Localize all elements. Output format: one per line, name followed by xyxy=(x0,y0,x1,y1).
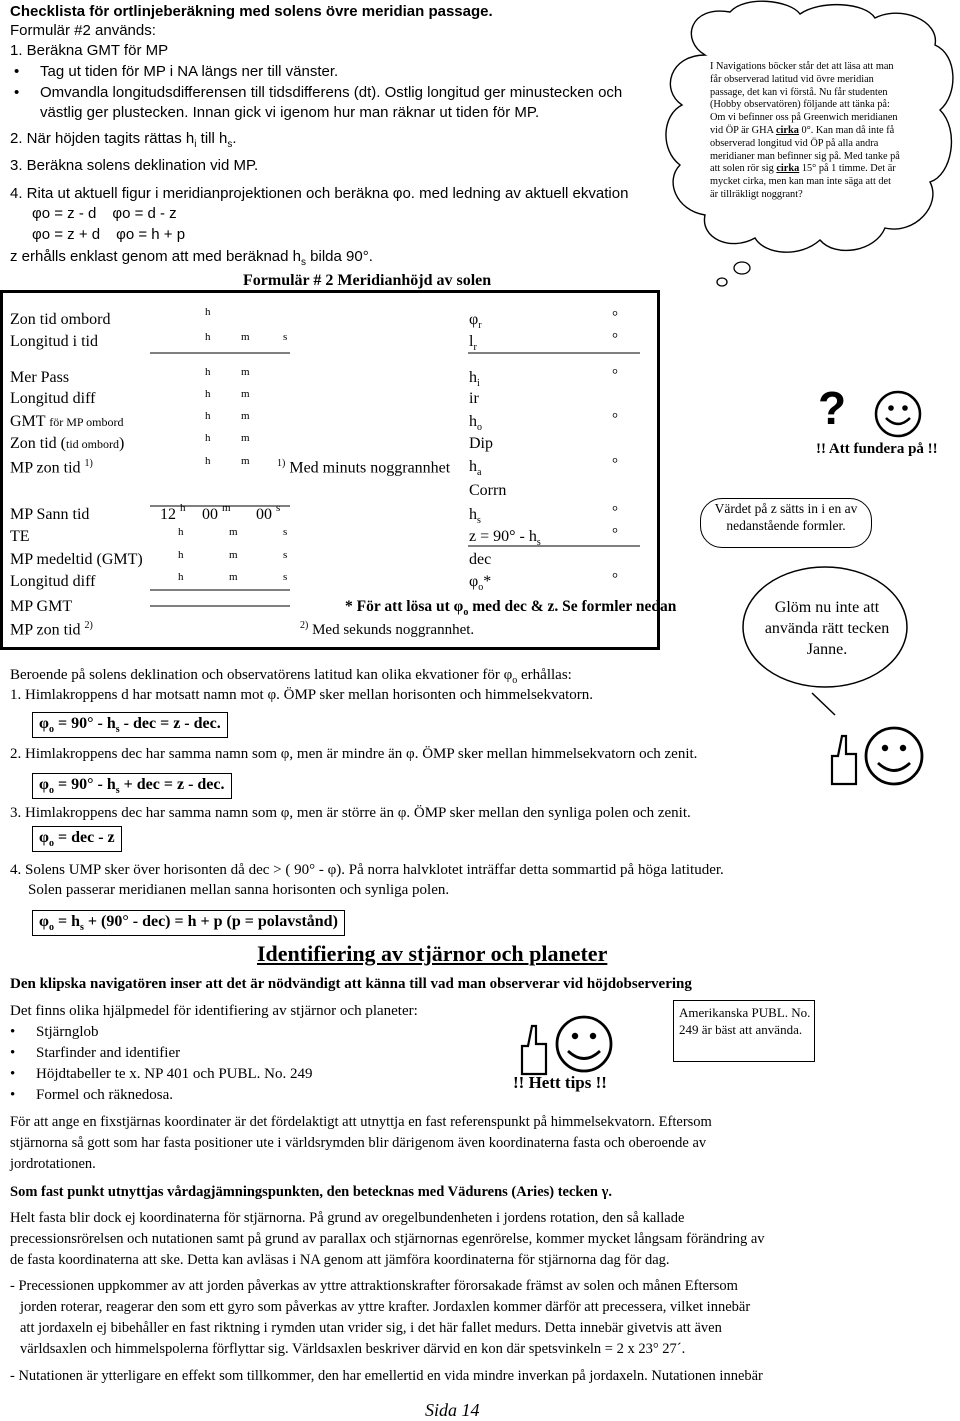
label-mp-zon-tid: MP zon tid $^{1)}$ xyxy=(10,458,93,477)
unit-m: m xyxy=(241,455,250,467)
case-4: 4. Solens UMP sker över horisonten då dec > ( 90° - φ). På norra halvklotet inträffar detta sommartid på höga latituder. xyxy=(10,862,724,878)
page-number: Sida 14 xyxy=(425,1400,480,1420)
para-1-line-2: stjärnorna så gott som har fasta positioner ute i världsrymden blir därigenom även koordinaterna fasta och oberoende av xyxy=(10,1135,707,1151)
equation-box-4: $\varphi_o = h_s + (90^\circ - dec) = h + p$ (p = polavstånd) xyxy=(32,910,345,936)
unit-h: h xyxy=(205,455,211,467)
label-mp-gmt: MP GMT xyxy=(10,598,73,615)
para-3-line-2: precessionsrörelsen och nutationen samt på grund av parallax och stjärnornas egenrörelse, kommer mycket långsam förändring av xyxy=(10,1231,765,1247)
unit-h: h xyxy=(205,388,211,400)
unit-m: m xyxy=(222,502,231,514)
para-3-line-1: Helt fasta blir dock ej koordinaterna för stjärnorna. På grund av oregelbundenheten i jordens rotation, den så kallade xyxy=(10,1210,685,1226)
label-zon-tid-ombord: Zon tid ombord xyxy=(10,311,111,328)
unit-h: h xyxy=(205,331,211,343)
degree-mark: ° xyxy=(612,526,618,542)
unit-h: h xyxy=(205,432,211,444)
degree-mark: ° xyxy=(612,367,618,383)
label-h-a: $h_a$ xyxy=(469,458,482,479)
form-used-line: Formulär #2 används: xyxy=(10,22,156,39)
unit-s: s xyxy=(283,549,288,561)
step-4: 4. Rita ut aktuell figur i meridianprojektionen och beräkna φo. med ledning av aktuell ekvation xyxy=(10,185,629,202)
page-title: Checklista för ortlinjeberäkning med solens övre meridian passage. xyxy=(10,3,493,20)
label-l-r: $l_r$ xyxy=(469,333,477,354)
equation-box-1: $\varphi_o = 90^\circ - h_s$ - dec = z - dec. xyxy=(32,712,228,738)
unit-h: h xyxy=(178,549,184,561)
unit-m: m xyxy=(241,432,250,444)
unit-m: m xyxy=(241,366,250,378)
label-mp-sann-tid: MP Sann tid xyxy=(10,506,90,523)
sann-tid-seconds: 00 xyxy=(256,506,272,523)
unit-m: m xyxy=(241,331,250,343)
step-1-bullet-2-cont: västlig ger plustecken. Innan gick vi igenom hur man räknar ut tiden för MP. xyxy=(40,104,540,121)
label-phi-r: $\varphi_r$ xyxy=(469,311,482,332)
unit-s: s xyxy=(283,526,288,538)
step-1-bullet-2: • Omvandla longitudsdifferensen till tidsdifferens (dt). Ostlig longitud ger minustecken och xyxy=(10,84,622,101)
cloud-text: I Navigations böcker står det att läsa att man får observerad latitud vid övre meridian passage, det kan vi förstå. Nu får studenten (Hobby observatören) följande att tänka på: Om vi befinner oss på Greenwich meridianen vid ÖP är GHA cirka 0°. Kan man då inte få observerad longitud vid ÖP på alla andra meridianer man befinner sig på. Med tanke på att solen rör sig cirka 15° på 1 timme. Det är mycket cirka, men kan man inte säga att det är tillräkligt noggrant? xyxy=(710,61,900,200)
degree-mark: ° xyxy=(612,456,618,472)
equation-box-3: $\varphi_o$ = dec - z xyxy=(32,826,122,852)
equation-box-2: $\varphi_o = 90^\circ - h_s$ + dec = z - dec. xyxy=(32,773,232,799)
section-bold-intro: Den klipska navigatören inser att det är nödvändigt att känna till vad man observerar vid höjdobservering xyxy=(10,976,692,992)
z-line: z erhålls enklast genom att med beräknad $h_s$ bilda 90°. xyxy=(10,248,373,268)
unit-h: h xyxy=(178,526,184,538)
hot-tip: !! Hett tips !! xyxy=(513,1073,607,1092)
section-heading: Identifiering av stjärnor och planeter xyxy=(257,941,608,966)
unit-m: m xyxy=(241,388,250,400)
note-2: $^{2)}$ Med sekunds noggrannhet. xyxy=(300,620,475,638)
unit-h: h xyxy=(205,366,211,378)
degree-mark: ° xyxy=(612,331,618,347)
case-3: 3. Himlakroppens dec har samma namn som φ, men är större än φ. ÖMP sker mellan den synliga polen och zenit. xyxy=(10,805,691,821)
note-1: $^{1)}$ Med minuts noggrannhet xyxy=(277,458,451,477)
step-1-bullet-1: • Tag ut tiden för MP i NA längs ner till vänster. xyxy=(10,63,338,80)
label-phi-o: $\varphi_o*$ xyxy=(469,573,492,594)
label-h-s: $h_s$ xyxy=(469,506,481,527)
para-3-line-3: de fasta koordinaterna att ske. Detta kan avläsas i NA genom att jämföra koordinaterna för stjärnorna dag för dag. xyxy=(10,1252,670,1268)
case-2: 2. Himlakroppens dec har samma namn som φ, men är mindre än φ. ÖMP sker mellan himmelsekvatorn och zenit. xyxy=(10,746,698,762)
tool-item: • Formel och räknedosa. xyxy=(6,1087,173,1104)
degree-mark: ° xyxy=(612,411,618,427)
para-4-line-4: världsaxlen och himmelspolerna förflyttar sig. Världsaxlen beskriver därvid en kon där spetsvinkeln = 2 x 23° 27´. xyxy=(20,1341,686,1357)
tool-item: • Starfinder and identifier xyxy=(6,1045,180,1062)
case-1: 1. Himlakroppens d har motsatt namn mot φ. ÖMP sker mellan horisonten och himmelsekvatorn. xyxy=(10,687,594,703)
tools-intro: Det finns olika hjälpmedel för identifiering av stjärnor och planeter: xyxy=(10,1003,418,1019)
unit-h: h xyxy=(205,410,211,422)
para-1-line-1: För att ange en fixstjärnas koordinater är det fördelaktigt att utnyttja en fast referenspunkt på himmelsekvatorn. Eftersom xyxy=(10,1114,712,1130)
para-4-line-1: - Precessionen uppkommer av att jorden påverkas av yttre attraktionskrafter förorsakade främst av solen och månen Eftersom xyxy=(10,1278,738,1294)
equation-line-1: φo = z - d φo = d - z xyxy=(32,205,177,222)
para-2: Som fast punkt utnyttjas vårdagjämningspunkten, den betecknas med Vädurens (Aries) tecken γ. xyxy=(10,1184,613,1200)
label-mer-pass: Mer Pass xyxy=(10,369,70,386)
label-gmt-for-mp: GMT för MP ombord xyxy=(10,413,124,430)
unit-h: h xyxy=(180,502,186,514)
degree-mark: ° xyxy=(612,571,618,587)
smiley-icon xyxy=(872,388,924,440)
solve-note: * För att lösa ut $\varphi_o$ med dec & z. Se formler nedan xyxy=(345,598,677,619)
form-title: Formulär # 2 Meridianhöjd av solen xyxy=(243,272,492,289)
label-z-equation: $z = 90^\circ - h_s$ xyxy=(469,528,541,549)
label-longitud-diff-2: Longitud diff xyxy=(10,573,96,590)
label-dip: Dip xyxy=(469,435,493,452)
tool-item: • Höjdtabeller te x. NP 401 och PUBL. No. 249 xyxy=(6,1066,313,1083)
unit-s: s xyxy=(283,331,288,343)
label-ir: ir xyxy=(469,390,479,407)
cases-intro: Beroende på solens deklination och observatörens latitud kan olika ekvationer för $\varphi_o$ erhållas: xyxy=(10,667,572,686)
amerikanska-text: Amerikanska PUBL. No. 249 är bäst att använda. xyxy=(679,1005,811,1037)
bubble-text: Glöm nu inte att använda rätt tecken Janne. xyxy=(764,599,890,658)
unit-s: s xyxy=(276,502,281,514)
label-dec: dec xyxy=(469,551,492,568)
thumbs-up-smiley-icon xyxy=(820,720,930,792)
label-longitud-i-tid: Longitud i tid xyxy=(10,333,98,350)
sann-tid-hours: 12 xyxy=(160,506,176,523)
unit-m: m xyxy=(229,526,238,538)
unit-m: m xyxy=(241,410,250,422)
label-mp-zon-tid-2: MP zon tid $^{2)}$ xyxy=(10,620,93,639)
degree-mark: ° xyxy=(612,504,618,520)
question-mark: ? xyxy=(818,382,847,434)
para-5: - Nutationen är ytterligare en effekt som tillkommer, den har emellertid en vida mindre inverkan på jordaxeln. Nutationen innebär xyxy=(10,1368,763,1384)
label-h-o: $h_o$ xyxy=(469,413,482,434)
unit-m: m xyxy=(229,549,238,561)
para-4-line-3: att jordaxeln ej bibehåller en fast riktning i rymden utan vrider sig, i det här fallet medurs. Detta innebär givetvis att även xyxy=(20,1320,722,1336)
step-1: 1. Beräkna GMT för MP xyxy=(10,42,169,59)
thumbs-up-smiley-icon xyxy=(510,1010,620,1080)
label-corrn: Corrn xyxy=(469,482,507,499)
label-h-i: $h_i$ xyxy=(469,369,480,390)
unit-s: s xyxy=(283,571,288,583)
label-mp-medeltid: MP medeltid (GMT) xyxy=(10,551,143,568)
unit-h: h xyxy=(178,571,184,583)
para-1-line-3: jordrotationen. xyxy=(10,1156,96,1172)
case-4-cont: Solen passerar meridianen mellan sanna horisonten och synliga polen. xyxy=(28,882,450,898)
label-te: TE xyxy=(10,528,30,545)
step-3: 3. Beräkna solens deklination vid MP. xyxy=(10,157,259,174)
para-4-line-2: jorden roterar, reagerar den som ett gyro som påverkas av yttre krafter. Jordaxlen kommer därför att precessera, vilket innebär xyxy=(20,1299,751,1315)
step-2: 2. När höjden tagits rättas $h_i$ till $h_s$. xyxy=(10,130,237,150)
sann-tid-minutes: 00 xyxy=(202,506,218,523)
unit-h: h xyxy=(205,306,211,318)
z-note-text: Värdet på z sätts in i en av nedanstående formler. xyxy=(714,501,858,533)
tool-item: • Stjärnglob xyxy=(6,1024,99,1041)
think-about-it: !! Att fundera på !! xyxy=(816,441,938,457)
unit-m: m xyxy=(229,571,238,583)
degree-mark: ° xyxy=(612,309,618,325)
label-longitud-diff: Longitud diff xyxy=(10,390,96,407)
label-zon-tid: Zon tid (tid ombord) xyxy=(10,435,125,452)
equation-line-2: φo = z + d φo = h + p xyxy=(32,226,186,243)
